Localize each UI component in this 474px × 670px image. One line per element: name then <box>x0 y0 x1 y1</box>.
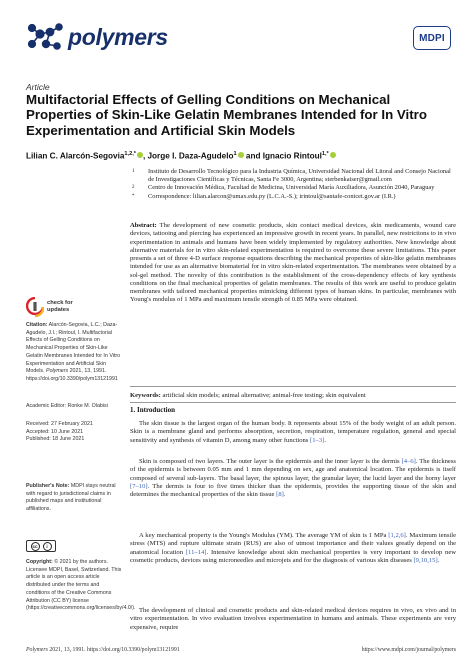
footer-journal: Polymers <box>26 647 48 653</box>
polymers-molecule-icon <box>26 22 64 52</box>
article-type: Article <box>26 82 50 92</box>
author-separator: , <box>142 151 148 161</box>
reference-link[interactable]: [9,10,15] <box>413 556 438 564</box>
paragraph-text: Skin is composed of two layers. The outer layer is the epidermis and the inner layer is the dermis <box>139 458 402 465</box>
reference-link[interactable]: [4–6] <box>401 458 416 465</box>
author-name[interactable]: Ignacio Rintoul <box>262 151 322 161</box>
body-paragraph <box>130 458 456 499</box>
paragraph-text: . Maximum tensile stress (MTS) and rupture ultimate strain (RUS) are also of utmost importance and their values greatly depend on the anatomical location <box>130 532 456 556</box>
affiliation-item <box>130 168 456 184</box>
reference-link[interactable]: [7–10] <box>130 482 148 490</box>
keywords-label: Keywords: <box>130 392 161 399</box>
article-title: Multifactorial Effects of Gelling Conditions on Mechanical Properties of Skin-Like Gelatin Membranes Intended for In Vitro Experimentation and Artificial Skin Models <box>26 92 427 138</box>
footer-journal-url[interactable]: https://www.mdpi.com/journal/polymers <box>361 647 456 653</box>
abstract-text: The development of new cosmetic products, skin contact medical devices, skin medicaments, wound care devices, tattooing and piercing has experienced an impressive growth in recent years. In parallel, new restrictions to in vivo experimentation in animals and humans have been widely implemented by regulatory authorities. New knowledge about alternative materials for in vitro skin-related experimentation is required to overcome these severe limitations. This paper presents a set of three 4-D surface response equations describing the mechanical properties of skin-like gelatin membranes intended for use as an alternative biomaterial for in vitro skin-related experimentation. The membranes were obtained by a sol-gel method. The novelty of this contribution is the establishment of the cross-dependency effects of key synthesis conditions on the final mechanical properties of gelatin membranes. The results of this work are useful to produce gelatin membranes with tailored mechanical properties mimicking different types of human skins. In particular, membranes with Young's modulus of 1 MPa and maximum tensile strength of 0.85 MPa were obtained. <box>130 222 456 304</box>
academic-editor: Academic Editor: Ronke M. Olabisi <box>26 403 108 409</box>
citation-text: Alarcón-Segovia, L.C.; Daza-Agudelo, J.I.; Rintoul, I. Multifactorial Effects of Gelling Conditions on Mechanical Properties of Skin-Like Gelatin Membranes Intended for In Vitro Experimentation and Artificial Skin Models. <box>26 322 121 375</box>
keywords <box>130 392 456 400</box>
affiliation-item <box>130 184 456 192</box>
author-affiliation-marker: 1,* <box>321 151 329 157</box>
received-date: Received: 27 February 2021 <box>26 421 93 427</box>
footer-volume-doi[interactable]: 2021, 13, 1991. https://doi.org/10.3390/polym13121991 <box>49 647 180 653</box>
citation-block <box>26 322 124 384</box>
citation-volume: 2021, 13, 1991. <box>69 368 107 375</box>
check-updates-line2: updates <box>47 307 70 313</box>
check-updates-line1: check for <box>47 300 73 307</box>
check-for-updates-badge[interactable] <box>26 297 73 317</box>
citation-journal: Polymers <box>46 368 69 375</box>
paragraph-text: . The thickness of the epidermis is between 0.05 mm and 1 mm depending on sex, age and anatomical location. The epidermis is itself composed of several sub-layers. The basal layer, the spinous layer, the granular layer, the lucid layer and the horny layer <box>130 458 456 482</box>
publication-dates <box>26 421 124 444</box>
author-affiliation-marker: 1,2,* <box>124 151 136 157</box>
reference-link[interactable]: [1–3] <box>310 436 325 444</box>
author-list <box>26 151 456 161</box>
affiliation-text: Centro de Innovación Médica, Facultad de Medicina, Universidad María Auxiliadora, Asunción 2040, Paraguay <box>148 184 435 192</box>
citation-doi[interactable]: https://doi.org/10.3390/polym13121991 <box>26 375 118 382</box>
body-paragraph <box>130 420 456 445</box>
paragraph-text: . <box>437 556 440 564</box>
mdpi-logo-text: MDPI <box>419 32 445 44</box>
divider <box>130 402 456 403</box>
journal-header <box>26 18 451 58</box>
affiliation-text: Correspondence: lilian.alarcon@umax.edu.py (L.C.A.-S.); irintoul@santafe-conicet.gov.ar (I.R.) <box>148 192 396 200</box>
publisher-note-text: MDPI stays neutral with regard to jurisdictional claims in published maps and institutional affiliations. <box>26 483 116 513</box>
paragraph-text: . <box>283 491 286 498</box>
reference-link[interactable]: [11–14] <box>185 548 207 556</box>
paragraph-text: . <box>324 436 326 444</box>
affiliation-text: Instituto de Desarrollo Tecnológico para la Industria Química, Universidad Nacional del Litoral and Consejo Nacional de Investigaciones Científicas y Técnicas, Santa Fe 3000, Argentina; sterbenkaiser@gmail.com <box>148 168 451 184</box>
orcid-icon[interactable] <box>330 152 336 158</box>
copyright-label: Copyright: <box>26 559 53 565</box>
author-name[interactable]: Jorge I. Daza-Agudelo <box>147 151 234 161</box>
cc-by-license-icon[interactable]: cc i <box>26 540 56 552</box>
author-affiliation-marker: 1 <box>233 151 237 157</box>
accepted-date: Accepted: 10 June 2021 <box>26 428 84 435</box>
reference-link[interactable]: [1,2,6] <box>388 532 406 539</box>
copyright-text: © 2021 by the authors. Licensee MDPI, Basel, Switzerland. This article is an open access article distributed under the terms and conditions of the Creative Commons Attribution (CC BY) license (https://creativecommons.org/licenses/by/4.0/). <box>26 559 136 612</box>
journal-name: polymers <box>68 23 168 50</box>
paragraph-text: . The dermis is four to five times thicker than the epidermis, provides the supporting tissue of the skin and determines the mechanical properties of the skin tissue <box>130 482 456 498</box>
affiliation-marker: 1 <box>132 169 135 174</box>
publisher-note-label: Publisher's Note: <box>26 483 70 489</box>
paragraph-text: A key mechanical property is the Young's Modulus (YM). The average YM of skin is 1 MPa <box>139 532 389 539</box>
published-date: Published: 18 June 2021 <box>26 436 85 443</box>
publisher-note <box>26 483 124 514</box>
mdpi-logo[interactable] <box>413 26 451 50</box>
body-paragraph <box>130 532 456 565</box>
copyright-notice <box>26 559 136 613</box>
affiliation-marker: 2 <box>132 185 135 191</box>
paragraph-text: The skin tissue is the largest organ of the human body. It represents about 15% of the body weight of an adult person. Skin is a membrane gland and performs absorption, secretion, respiration, temperature regulation, general and special sensitivity and synthesis of vitamin D, among many other functions <box>130 420 456 444</box>
divider <box>130 386 456 387</box>
affiliation-marker: * <box>132 193 135 199</box>
reference-link[interactable]: [8] <box>276 491 284 498</box>
affiliation-item <box>130 193 456 201</box>
author-separator: and <box>243 151 263 161</box>
affiliations <box>130 168 456 201</box>
journal-logo[interactable] <box>26 20 168 54</box>
abstract <box>130 222 456 305</box>
author-name[interactable]: Lilian C. Alarcón-Segovia <box>26 151 125 161</box>
body-paragraph: The development of clinical and cosmetic products and skin-related medical devices requires in vivo, ex vivo and in vitro experimentation. In vivo evaluation involves experimentation in humans and animals. These experiments are very expensive, require <box>130 607 456 631</box>
abstract-label: Abstract: <box>130 222 157 229</box>
section-heading: 1. Introduction <box>130 406 175 414</box>
check-updates-icon <box>26 297 44 317</box>
page-footer <box>26 647 456 653</box>
citation-label: Citation: <box>26 322 48 328</box>
keywords-text: artificial skin models; animal alternative; animal-free testing; skin equivalent <box>162 392 366 399</box>
paragraph-text: . Intensive knowledge about skin mechanical properties is very important to develop new cosmetic products, devices using microneedles and microjets and for the diagnosis of various skin diseases <box>130 548 457 564</box>
